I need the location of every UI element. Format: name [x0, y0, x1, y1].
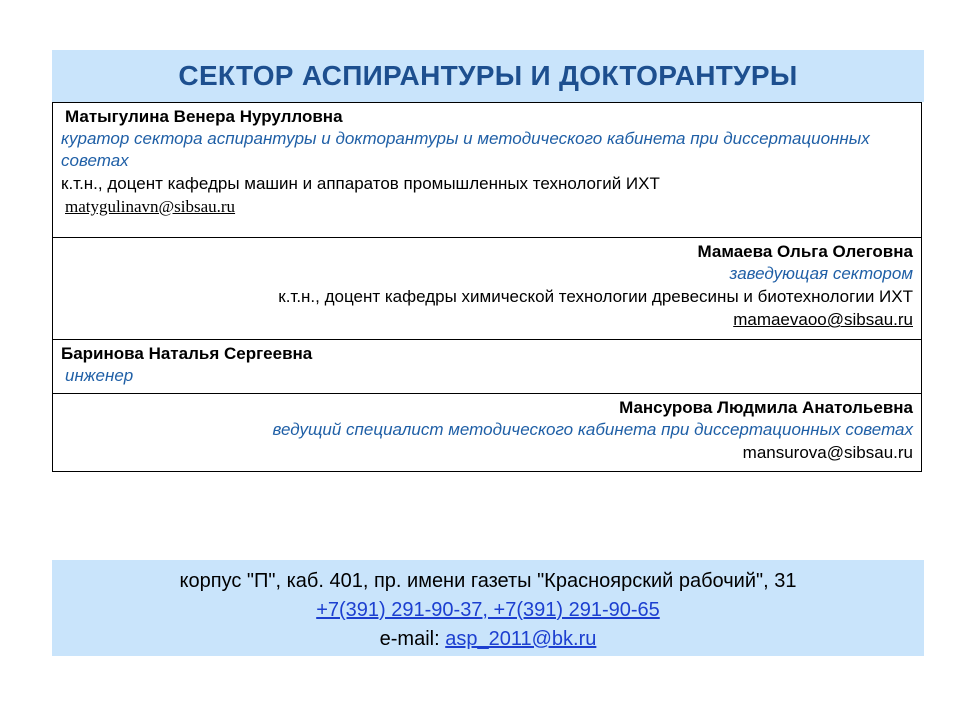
staff-role: заведующая сектором	[729, 264, 913, 283]
email-line	[52, 625, 924, 654]
staff-email-link[interactable]: mamaevaoo@sibsau.ru	[733, 310, 913, 329]
staff-email: mansurova@sibsau.ru	[742, 443, 913, 462]
footer-email-link[interactable]: asp_2011@bk.ru	[445, 628, 597, 650]
staff-info: к.т.н., доцент кафедры химической технологии древесины и биотехнологии ИХТ	[278, 287, 913, 306]
staff-row	[53, 393, 921, 471]
staff-role: инженер	[65, 366, 134, 385]
staff-email-link[interactable]: matygulinavn@sibsau.ru	[65, 197, 236, 216]
staff-role: ведущий специалист методического кабинета при диссертационных советах	[272, 420, 913, 439]
address-line: корпус "П", каб. 401, пр. имени газеты "Красноярский рабочий", 31	[179, 570, 797, 592]
staff-role: куратор сектора аспирантуры и докторантуры и методического кабинета при диссертационных советах	[61, 129, 870, 170]
page-title: СЕКТОР АСПИРАНТУРЫ И ДОКТОРАНТУРЫ	[178, 60, 798, 91]
phones-link[interactable]: +7(391) 291-90-37, +7(391) 291-90-65	[316, 599, 660, 621]
staff-name: Баринова Наталья Сергеевна	[61, 344, 313, 363]
staff-row	[53, 339, 921, 393]
title-banner	[52, 50, 924, 102]
staff-info: к.т.н., доцент кафедры машин и аппаратов промышленных технологий ИХТ	[61, 174, 660, 193]
staff-name: Мамаева Ольга Олеговна	[697, 242, 913, 261]
contact-footer	[52, 560, 924, 656]
staff-name: Мансурова Людмила Анатольевна	[619, 398, 913, 417]
staff-table	[52, 102, 922, 472]
staff-name: Матыгулина Венера Нурулловна	[65, 107, 343, 126]
email-label: e-mail:	[379, 628, 446, 650]
staff-row	[53, 237, 921, 339]
staff-row	[53, 103, 921, 237]
